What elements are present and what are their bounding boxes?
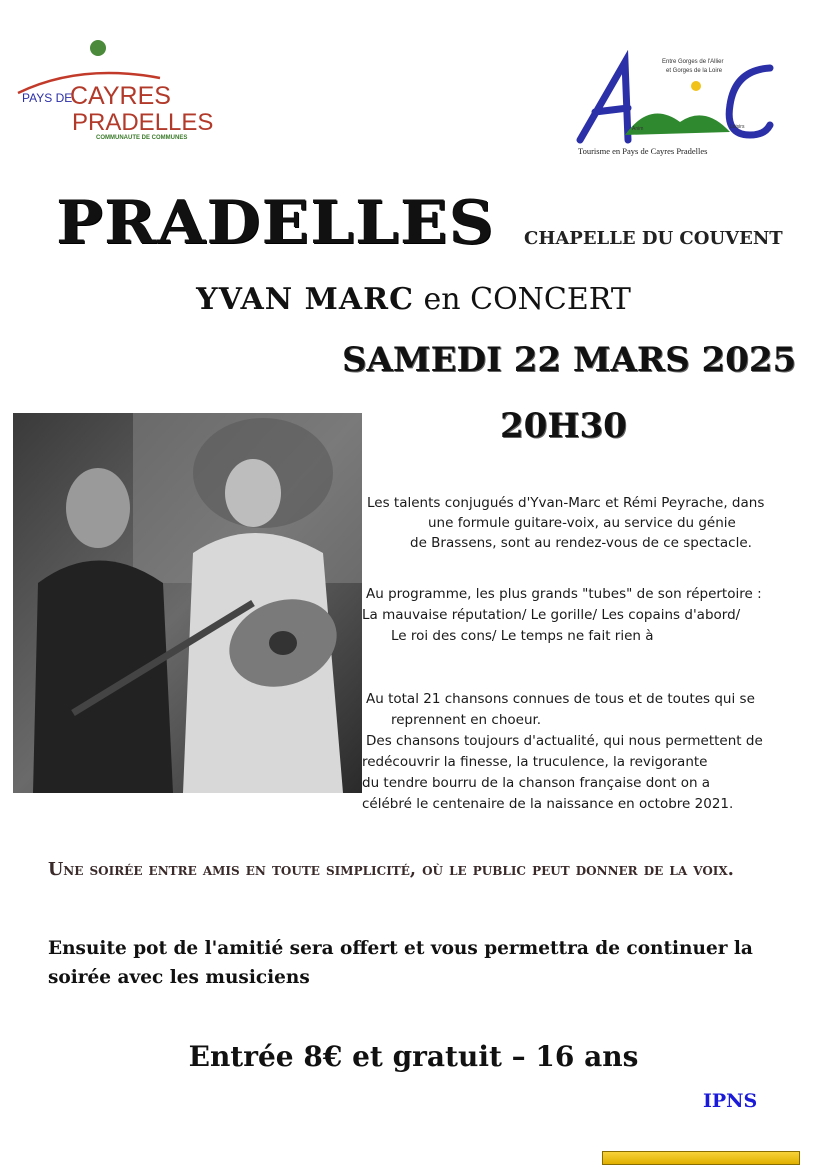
sun-icon (691, 81, 701, 91)
pays-de-cayres-pradelles-logo (10, 38, 220, 148)
artist-name: YVAN MARC (196, 282, 414, 317)
logo-left-line3: COMMUNAUTE DE COMMUNES (96, 135, 188, 141)
description-p3-line1: Au total 21 chansons connues de tous et de toutes qui se (366, 691, 755, 707)
description-p2-line2: La mauvaise réputation/ Le gorille/ Les copains d'abord/ (362, 607, 741, 623)
globe-icon (90, 40, 106, 56)
musicians-photo (13, 413, 362, 793)
description-p3-line5: du tendre bourru de la chanson française dont on a (362, 775, 711, 791)
entry-price: Entrée 8€ et gratuit – 16 ans (188, 1040, 639, 1073)
logo-left-prefix: PAYS DE (22, 91, 73, 105)
tourisme-association-logo (570, 50, 780, 160)
logo-right-small2: et Gorges de la Loire (666, 68, 723, 74)
town-title: PRADELLES (56, 188, 495, 258)
venue: CHAPELLE DU COUVENT (524, 228, 783, 249)
description-p2-line1: Au programme, les plus grands "tubes" de son répertoire : (366, 586, 762, 602)
event-time: 20H30 (500, 406, 627, 446)
logo-right-small-right: Loisirs (730, 124, 745, 130)
ipns-tag: IPNS (703, 1090, 758, 1112)
logo-right-small1: Entre Gorges de l'Allier (662, 59, 724, 65)
description-p3-line2: reprennent en choeur. (391, 712, 542, 728)
logo-right-small-left: Anim (632, 126, 644, 132)
description-p1-line2: une formule guitare-voix, au service du génie (428, 515, 736, 531)
logo-left-main: CAYRES (70, 82, 171, 110)
description-p1-line1: Les talents conjugués d'Yvan-Marc et Rémi Peyrache, dans (367, 495, 765, 511)
description-p3-line3: Des chansons toujours d'actualité, qui nous permettent de (366, 733, 763, 749)
event-date: SAMEDI 22 MARS 2025 (342, 340, 797, 380)
logo-left-line2: PRADELLES (72, 109, 214, 136)
closing-text: Une soirée entre amis en toute simplicité, où le public peut donner de la voix. (48, 860, 734, 880)
artist-line (0, 282, 827, 317)
logo-letter-a (580, 62, 628, 140)
artist-suffix: en CONCERT (413, 282, 631, 317)
bottom-decorative-bar (602, 1151, 800, 1165)
description-p3-line6: célébré le centenaire de la naissance en octobre 2021. (362, 796, 734, 812)
description-p1-line3: de Brassens, sont au rendez-vous de ce spectacle. (410, 535, 752, 551)
description-p2-line3: Le roi des cons/ Le temps ne fait rien à (391, 628, 654, 644)
reception-text: Ensuite pot de l'amitié sera offert et vous permettra de continuer la soirée avec les musiciens (48, 938, 753, 988)
description-p3-line4: redécouvrir la finesse, la truculence, la revigorante (362, 754, 708, 770)
logo-right-footer: Tourisme en Pays de Cayres Pradelles (578, 146, 708, 156)
